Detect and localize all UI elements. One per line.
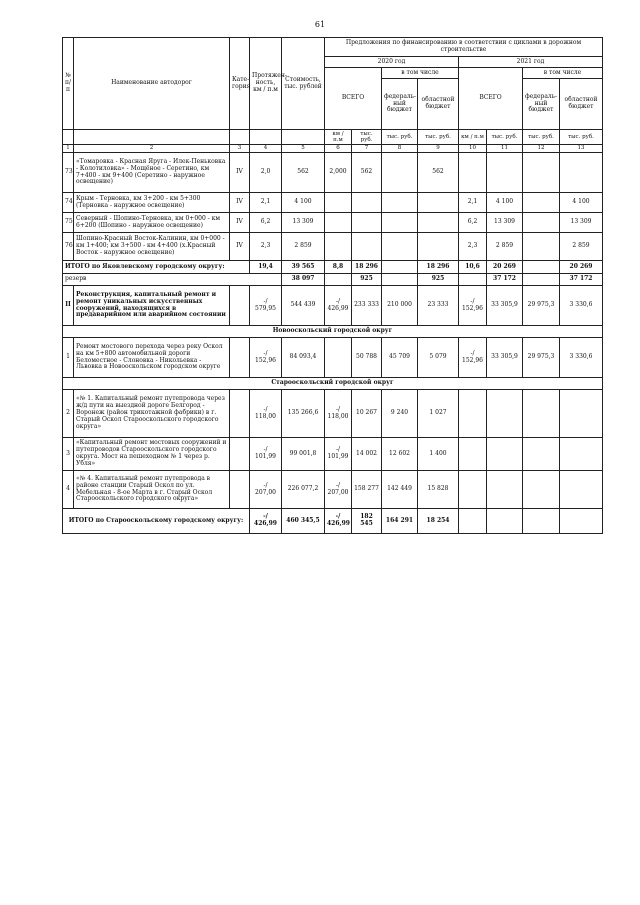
table-row xyxy=(63,438,603,471)
total-cost: 460 345,5 xyxy=(282,509,325,534)
row-no: 75 xyxy=(63,213,74,233)
table-row xyxy=(63,338,603,378)
unit-cell: тыс. руб. xyxy=(382,130,418,145)
total-km-2021: 10,6 xyxy=(459,261,487,274)
col-number: 10 xyxy=(459,145,487,153)
row-reg-2021: 4 100 xyxy=(560,193,603,213)
header-fed-2020: федераль-ный бюджет xyxy=(382,79,418,130)
total-fed-2020: 164 291 xyxy=(382,509,418,534)
row-length: -/ 101,99 xyxy=(250,438,282,471)
reserve-reg-2021: 37 172 xyxy=(560,274,603,286)
col-number: 5 xyxy=(282,145,325,153)
reserve-row xyxy=(63,274,603,286)
header-year-2020: 2020 год xyxy=(325,57,459,68)
row-fed-2020 xyxy=(382,233,418,261)
header-reg-2020: областной бюджет xyxy=(418,79,459,130)
total-length: 19,4 xyxy=(250,261,282,274)
row-reg-2020 xyxy=(418,213,459,233)
section-no: II xyxy=(63,286,74,326)
header-total-2021: ВСЕГО xyxy=(459,68,523,130)
row-cost: 226 077,2 xyxy=(282,471,325,509)
col-number: 1 xyxy=(63,145,74,153)
row-reg-2021: 3 330,6 xyxy=(560,338,603,378)
row-km-2021: -/ 152,96 xyxy=(459,338,487,378)
header-total-2020: ВСЕГО xyxy=(325,68,382,130)
row-reg-2020: 5 079 xyxy=(418,338,459,378)
row-no: 76 xyxy=(63,233,74,261)
row-total-2020 xyxy=(352,213,382,233)
section-reg-2020: 23 333 xyxy=(418,286,459,326)
row-fed-2021 xyxy=(523,233,560,261)
row-length: -/ 207,00 xyxy=(250,471,282,509)
row-no: 3 xyxy=(63,438,74,471)
table-row xyxy=(63,213,603,233)
reserve-label: резерв xyxy=(63,274,282,286)
total-reg-2021: 20 269 xyxy=(560,261,603,274)
row-reg-2020: 562 xyxy=(418,153,459,193)
total-2020: 18 296 xyxy=(352,261,382,274)
row-length: 2,3 xyxy=(250,233,282,261)
table-row xyxy=(63,153,603,193)
col-number: 7 xyxy=(352,145,382,153)
district-title: Старооскольский городской округ xyxy=(63,378,603,390)
col-number: 9 xyxy=(418,145,459,153)
header-category: Кате-гория xyxy=(230,38,250,130)
unit-cell: тыс. руб. xyxy=(352,130,382,145)
row-category: IV xyxy=(230,233,250,261)
row-name: «№ 4. Капитальный ремонт путепровода в районе станции Старый Оскол по ул. Мебельная - 8-ое Марта в г. Старый Оскол Старооскольского городского округа» xyxy=(74,471,230,509)
row-km-2021: 2,3 xyxy=(459,233,487,261)
row-km-2020 xyxy=(325,193,352,213)
row-total-2020: 50 788 xyxy=(352,338,382,378)
header-no: № п/п xyxy=(63,38,74,130)
row-length: -/ 118,00 xyxy=(250,390,282,438)
row-total-2021: 2 859 xyxy=(487,233,523,261)
row-fed-2020: 9 240 xyxy=(382,390,418,438)
total-fed-2021 xyxy=(523,261,560,274)
row-category: IV xyxy=(230,153,250,193)
row-total-2021: 13 309 xyxy=(487,213,523,233)
row-reg-2020: 1 400 xyxy=(418,438,459,471)
table-row xyxy=(63,390,603,438)
row-name: Крым - Терновка, км 3+200 - км 5+300 (Терновка - наружное освещение) xyxy=(74,193,230,213)
district-title: Новооскольский городской округ xyxy=(63,326,603,338)
col-number: 12 xyxy=(523,145,560,153)
row-cost: 2 859 xyxy=(282,233,325,261)
row-no: 2 xyxy=(63,390,74,438)
total-km-2020: -/ 426,99 xyxy=(325,509,352,534)
section-row xyxy=(63,286,603,326)
row-km-2020: -/ 207,00 xyxy=(325,471,352,509)
page-number: 61 xyxy=(314,20,326,29)
total-cost: 39 565 xyxy=(282,261,325,274)
row-cost: 135 266,6 xyxy=(282,390,325,438)
row-cost: 84 093,4 xyxy=(282,338,325,378)
unit-cell: км / п.м xyxy=(325,130,352,145)
reserve-total-2021: 37 172 xyxy=(487,274,523,286)
table-row xyxy=(63,233,603,261)
section-km-2021: -/ 152,96 xyxy=(459,286,487,326)
row-km-2020 xyxy=(325,338,352,378)
table-row xyxy=(63,193,603,213)
row-name: Шопино-Красный Восток-Калинин, км 0+000 - км 1+400; км 3+500 - км 4+400 (х.Красный Восток - наружное освещение) xyxy=(74,233,230,261)
row-reg-2020 xyxy=(418,193,459,213)
header-fed-2021: федераль-ный бюджет xyxy=(523,79,560,130)
col-number: 6 xyxy=(325,145,352,153)
section-length: -/ 579,95 xyxy=(250,286,282,326)
row-fed-2021 xyxy=(523,213,560,233)
row-name: «Томаровка - Красная Яруга - Илек-Пеньковка - Колотиловка» - Мощёное - Серетино, км 7+400 - км 9+400 (Серетино - наружное освещение) xyxy=(74,153,230,193)
financing-table xyxy=(62,37,603,534)
row-total-2021: 4 100 xyxy=(487,193,523,213)
total-reg-2020: 18 254 xyxy=(418,509,459,534)
section-fed-2020: 210 000 xyxy=(382,286,418,326)
reserve-total-2020: 925 xyxy=(352,274,382,286)
col-number: 13 xyxy=(560,145,603,153)
row-km-2021 xyxy=(459,153,487,193)
row-name: «№ 1. Капитальный ремонт путепровода через ж/д пути на выездной дороге Белгород - Воронеж (район трикотажной фабрики) в г. Старый Оскол Старооскольского городского округа» xyxy=(74,390,230,438)
total-2020: 182 545 xyxy=(352,509,382,534)
row-reg-2021 xyxy=(560,153,603,193)
section-km-2020: -/ 426,99 xyxy=(325,286,352,326)
row-no: 74 xyxy=(63,193,74,213)
section-cost: 544 439 xyxy=(282,286,325,326)
row-km-2020: -/ 118,00 xyxy=(325,390,352,438)
row-category: IV xyxy=(230,193,250,213)
reserve-reg-2020: 925 xyxy=(418,274,459,286)
header-incl-2021: в том числе xyxy=(523,68,603,79)
reserve-cost: 38 097 xyxy=(282,274,325,286)
row-fed-2021 xyxy=(523,153,560,193)
row-fed-2020 xyxy=(382,153,418,193)
row-km-2021: 2,1 xyxy=(459,193,487,213)
row-km-2020: -/ 101,99 xyxy=(325,438,352,471)
row-total-2020 xyxy=(352,193,382,213)
row-name: Северный - Шопино-Терновка, км 0+000 - км 6+200 (Шопино - наружное освещение) xyxy=(74,213,230,233)
row-fed-2020 xyxy=(382,193,418,213)
total-2021: 20 269 xyxy=(487,261,523,274)
header-incl-2020: в том числе xyxy=(382,68,459,79)
row-total-2020: 14 002 xyxy=(352,438,382,471)
row-total-2021 xyxy=(487,153,523,193)
row-km-2020: 2,000 xyxy=(325,153,352,193)
total-row-staroskolsky xyxy=(63,509,603,534)
row-cost: 4 100 xyxy=(282,193,325,213)
row-length: 2,1 xyxy=(250,193,282,213)
row-no: 4 xyxy=(63,471,74,509)
col-number: 3 xyxy=(230,145,250,153)
row-no: 1 xyxy=(63,338,74,378)
row-length: -/ 152,96 xyxy=(250,338,282,378)
total-row-yakovlevsky xyxy=(63,261,603,274)
row-length: 6,2 xyxy=(250,213,282,233)
section-reg-2021: 3 330,6 xyxy=(560,286,603,326)
row-km-2020 xyxy=(325,213,352,233)
row-cost: 562 xyxy=(282,153,325,193)
total-label: ИТОГО по Старооскольскому городскому округу: xyxy=(63,509,250,534)
row-reg-2020: 15 828 xyxy=(418,471,459,509)
row-name: «Капитальный ремонт мостовых сооружений и путепроводов Старооскольского городского округа. Мост на пешеходном № 1 через р. Убля» xyxy=(74,438,230,471)
total-fed-2020 xyxy=(382,261,418,274)
row-cost: 13 309 xyxy=(282,213,325,233)
header-year-2021: 2021 год xyxy=(459,57,603,68)
table-row xyxy=(63,471,603,509)
header-cost: Стоимость, тыс. рублей xyxy=(282,38,325,130)
col-number: 8 xyxy=(382,145,418,153)
district-heading xyxy=(63,326,603,338)
unit-cell: тыс. руб. xyxy=(523,130,560,145)
total-reg-2020: 18 296 xyxy=(418,261,459,274)
col-number: 4 xyxy=(250,145,282,153)
row-km-2020 xyxy=(325,233,352,261)
section-total-2021: 33 305,9 xyxy=(487,286,523,326)
row-length: 2,0 xyxy=(250,153,282,193)
row-fed-2020: 45 709 xyxy=(382,338,418,378)
unit-cell: тыс. руб. xyxy=(487,130,523,145)
section-name: Реконструкция, капитальный ремонт и ремонт уникальных искусственных сооружений, находящихся в предаварийном или аварийном состоянии xyxy=(74,286,230,326)
row-category: IV xyxy=(230,213,250,233)
row-reg-2021: 2 859 xyxy=(560,233,603,261)
col-number: 2 xyxy=(74,145,230,153)
header-name: Наименование автодорог xyxy=(74,38,230,130)
row-km-2021: 6,2 xyxy=(459,213,487,233)
row-cost: 99 001,8 xyxy=(282,438,325,471)
row-reg-2021: 13 309 xyxy=(560,213,603,233)
row-fed-2020: 12 602 xyxy=(382,438,418,471)
header-length: Протяжен-ность, км / п.м xyxy=(250,38,282,130)
row-reg-2020 xyxy=(418,233,459,261)
row-total-2020: 158 277 xyxy=(352,471,382,509)
header-proposals: Предложения по финансированию в соответствии с циклами в дорожном строительстве xyxy=(325,38,603,57)
unit-cell: тыс. руб. xyxy=(418,130,459,145)
district-heading xyxy=(63,378,603,390)
row-no: 73 xyxy=(63,153,74,193)
col-number: 11 xyxy=(487,145,523,153)
row-fed-2020 xyxy=(382,213,418,233)
unit-cell: км / п.м xyxy=(459,130,487,145)
row-total-2020 xyxy=(352,233,382,261)
row-fed-2021: 29 975,3 xyxy=(523,338,560,378)
total-length: -/ 426,99 xyxy=(250,509,282,534)
row-total-2020: 10 267 xyxy=(352,390,382,438)
section-total-2020: 233 333 xyxy=(352,286,382,326)
section-fed-2021: 29 975,3 xyxy=(523,286,560,326)
row-fed-2021 xyxy=(523,193,560,213)
total-km-2020: 8,8 xyxy=(325,261,352,274)
row-total-2020: 562 xyxy=(352,153,382,193)
row-total-2021: 33 305,9 xyxy=(487,338,523,378)
row-fed-2020: 142 449 xyxy=(382,471,418,509)
header-reg-2021: областной бюджет xyxy=(560,79,603,130)
unit-cell: тыс. руб. xyxy=(560,130,603,145)
total-label: ИТОГО по Яковлевскому городскому округу: xyxy=(63,261,250,274)
row-reg-2020: 1 027 xyxy=(418,390,459,438)
row-name: Ремонт мостового перехода через реку Оскол на км 5+800 автомобильной дороги Беломестное - Слоновка - Никольевка - Львовка в Новооскольском городском округе xyxy=(74,338,230,378)
